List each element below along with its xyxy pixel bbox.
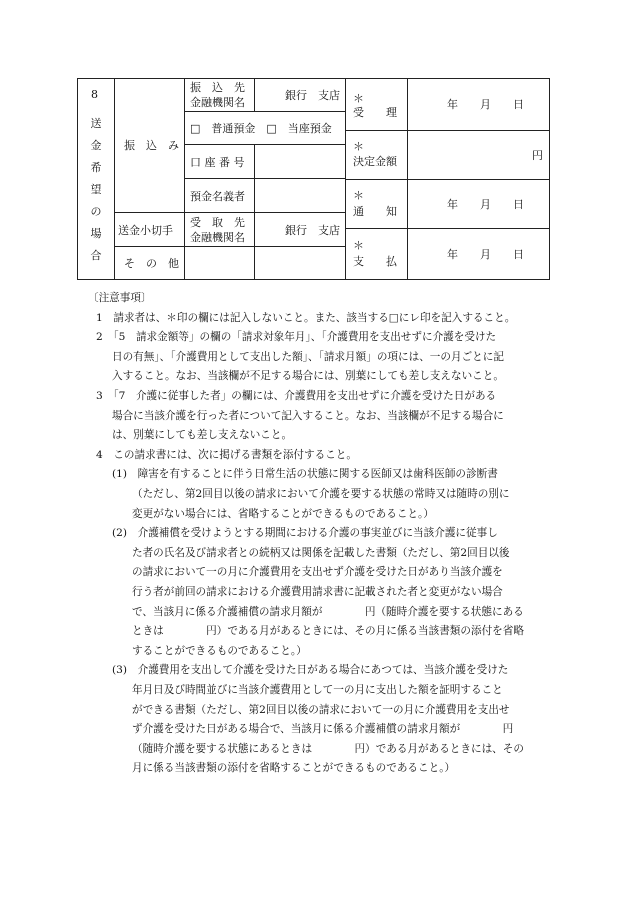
- section-title-char: 金: [90, 139, 102, 152]
- note-line: することができるものであること。）: [132, 644, 307, 657]
- bank1-label-line2: 金融機関名: [190, 96, 245, 109]
- section-title-char: 望: [90, 183, 102, 196]
- section-title-char: 希: [90, 161, 102, 174]
- note-line: た者の氏名及び請求者との続柄又は関係を記載した書類（ただし、第2回目以後: [132, 546, 510, 559]
- deposit-type-options: □ 普通預金 □ 当座預金: [190, 122, 332, 135]
- note-line: ず介護を受けた日がある場合で、当該月に係る介護補償の請求月額が 円: [132, 723, 514, 736]
- account-name-value-cell: [254, 178, 346, 213]
- juri-asterisk: ＊: [353, 92, 364, 105]
- kettei-amount-cell: [407, 130, 550, 180]
- notes-header: 〔注意事項〕: [88, 292, 152, 304]
- note-line: (2) 介護補償を受けようとする期間における介護の事実並びに当該介護に従事し: [112, 527, 498, 540]
- other-detail-cell-2: [254, 246, 346, 280]
- kettei-asterisk: ＊: [353, 140, 364, 153]
- kettei-yen: 円: [532, 149, 543, 162]
- bank2-label-line2: 金融機関名: [190, 231, 245, 244]
- note-line: 日の有無」、「介護費用として支出した額」、「請求月額」の項には、一の月ごとに記: [112, 350, 504, 363]
- section-title-char: 合: [90, 249, 102, 262]
- tsuchi-asterisk: ＊: [353, 189, 364, 202]
- note-line: ができる書類（ただし、第2回目以後の請求において一の月に介護費用を支出せ: [132, 703, 510, 716]
- tsuchi-date: 年 月 日: [447, 198, 524, 211]
- note-line: （ただし、第2回目以後の請求において介護を要する状態の常時又は随時の別に: [132, 488, 510, 500]
- section-number: 8: [91, 88, 98, 101]
- shiharai-date: 年 月 日: [447, 248, 524, 261]
- note-line: 1 請求者は、＊印の欄には記入しないこと。また、該当する□にレ印を記入すること。: [96, 311, 516, 324]
- note-line: (1) 障害を有することに伴う日常生活の状態に関する医師又は歯科医師の診断書: [112, 468, 498, 481]
- section-title-char: の: [90, 205, 102, 218]
- note-line: で、当該月に係る介護補償の請求月額が 円（随時介護を要する状態にある: [132, 605, 524, 618]
- method-other-label: そ の 他: [124, 257, 179, 270]
- section-title-char: 場: [90, 227, 102, 240]
- note-line: 年月日及び時間並びに当該介護費用として一の月に支出した額を証明すること: [132, 684, 503, 696]
- account-no-label: 口 座 番 号: [190, 156, 245, 169]
- note-line: ときは 円）である月があるときには、その月に係る当該書類の添付を省略: [132, 625, 524, 638]
- note-line: の請求において一の月に介護費用を支出せず介護を受けた日があり当該介護を: [132, 566, 503, 579]
- shiharai-label-cell: [345, 228, 408, 280]
- note-line: 3 「7 介護に従事した者」の欄には、介護費用を支出せずに介護を受けた日がある: [96, 390, 497, 402]
- note-line: 行う者が前回の請求における介護費用請求書に記載された者と変更がない場合: [132, 586, 503, 598]
- note-line: 入すること。なお、当該欄が不足する場合には、別葉にしても差し支えないこと。: [112, 370, 504, 383]
- method-check-label: 送金小切手: [118, 224, 173, 237]
- note-line: は、別葉にしても差し支えないこと。: [112, 429, 293, 442]
- method-furikomi-label: 振 込 み: [124, 139, 179, 152]
- other-detail-cell-1: [184, 246, 255, 280]
- tsuchi-label-cell: [345, 179, 408, 229]
- juri-date: 年 月 日: [447, 98, 524, 111]
- bank1-suffix: 銀行 支店: [285, 89, 340, 102]
- account-name-label: 預金名義者: [190, 190, 245, 203]
- note-line: 2 「5 請求金額等」の欄の「請求対象年月」、「介護費用を支出せずに介護を受けた: [96, 331, 497, 344]
- juri-label: 受 理: [353, 106, 397, 119]
- section-title-vertical: [89, 116, 103, 270]
- note-line: 場合に当該介護を行った者について記入すること。なお、当該欄が不足する場合に: [112, 409, 504, 422]
- tsuchi-label: 通 知: [353, 205, 397, 218]
- shiharai-label: 支 払: [353, 255, 397, 268]
- note-line: (3) 介護費用を支出して介護を受けた日がある場合にあつては、当該介護を受けた: [112, 664, 509, 677]
- note-line: 変更がない場合には、省略することができるものであること。）: [132, 507, 434, 520]
- bank1-label-line1: 振 込 先: [190, 81, 245, 94]
- note-line: （随時介護を要する状態にあるときは 円）である月があるときには、その: [132, 742, 524, 755]
- remittance-table: [77, 78, 550, 280]
- account-no-value-cell: [254, 144, 346, 179]
- kettei-label: 決定金額: [353, 155, 397, 168]
- note-line: 月に係る当該書類の添付を省略することができるものであること。）: [132, 762, 456, 775]
- note-line: 4 この請求書には、次に掲げる書類を添付すること。: [96, 448, 357, 461]
- section-title-char: 送: [90, 117, 102, 130]
- bank2-label-line1: 受 取 先: [190, 216, 245, 229]
- bank2-suffix: 銀行 支店: [285, 224, 340, 237]
- shiharai-asterisk: ＊: [353, 239, 364, 252]
